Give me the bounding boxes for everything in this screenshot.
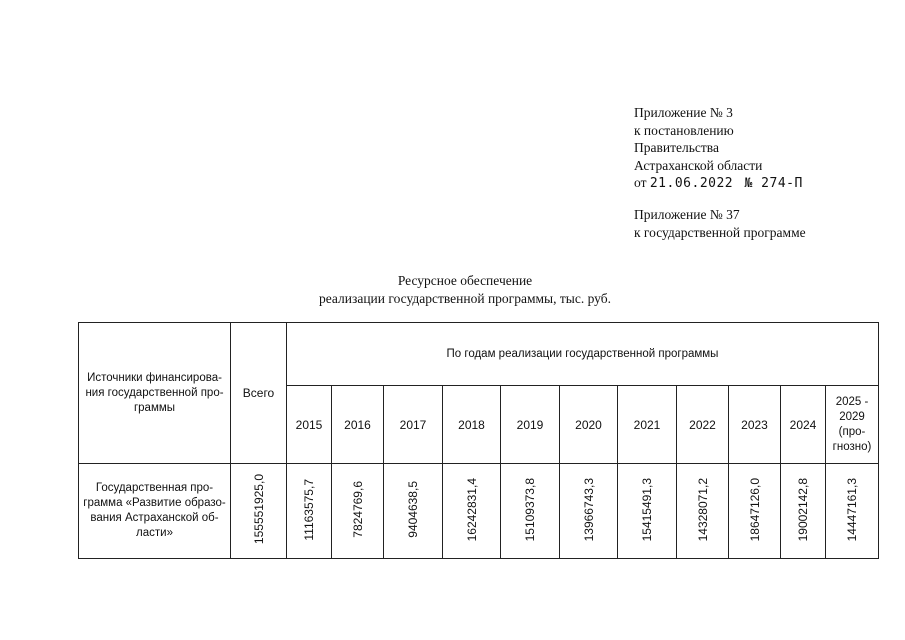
appendix-37-line-1: Приложение № 37: [634, 207, 740, 222]
year-2017: 2017: [384, 386, 443, 464]
year-2023: 2023: [729, 386, 781, 464]
value-2019-text: 15109373,8: [523, 477, 537, 542]
total-header: Всего: [231, 323, 287, 464]
value-2015-text: 11163575,7: [302, 478, 316, 541]
resource-table: [78, 322, 879, 559]
appendix-37-line-2: к государственной программе: [634, 224, 806, 240]
value-2022: [677, 464, 729, 559]
value-2017-text: 9404638,5: [406, 481, 420, 538]
value-2025-2029: [826, 464, 879, 559]
value-2017: [384, 464, 443, 559]
appendix-date-line: [634, 174, 803, 193]
row-source: Государственная про-грамма «Развитие образо-вания Астраханской об-ласти»: [79, 464, 231, 559]
value-2024: [781, 464, 826, 559]
value-2022-text: 14328071,2: [695, 477, 710, 542]
year-2019: 2019: [501, 386, 560, 464]
value-2018: [443, 464, 501, 559]
appendix-line-4: Астраханской области: [634, 157, 763, 173]
year-2016: 2016: [332, 386, 384, 464]
value-2018-text: 16242831,4: [464, 477, 479, 542]
table-header-row: [79, 323, 879, 386]
title-line-2: реализации государственной программы, тыс. руб.: [319, 290, 611, 306]
document-title: [300, 272, 630, 307]
year-2025-2029: 2025 - 2029 (про-гнозно): [826, 386, 879, 464]
value-2020-text: 13966743,3: [581, 477, 596, 542]
year-2024: 2024: [781, 386, 826, 464]
decree-number: № 274-П: [744, 176, 803, 191]
year-2020: 2020: [560, 386, 618, 464]
date-prefix: от: [634, 175, 647, 190]
value-2024-text: 19002142,8: [796, 477, 810, 542]
year-2015: 2015: [287, 386, 332, 464]
value-2025-2029-text: 14447161,3: [845, 477, 859, 542]
value-2021-text: 15415491,3: [640, 477, 654, 542]
decree-date: 21.06.2022: [649, 176, 734, 191]
appendix-line-2: к постановлению: [634, 122, 734, 138]
value-2023: [729, 464, 781, 559]
table-row: [79, 464, 879, 559]
appendix-37-block: [634, 206, 806, 241]
year-2022: 2022: [677, 386, 729, 464]
row-total-value: 155551925,0: [251, 474, 266, 545]
value-2020: [560, 464, 618, 559]
value-2016: [332, 464, 384, 559]
value-2023-text: 18647126,0: [747, 477, 762, 542]
appendix-line-1: Приложение № 3: [634, 105, 733, 120]
value-2021: [618, 464, 677, 559]
appendix-line-3: Правительства: [634, 140, 719, 155]
value-2016-text: 7824769,6: [350, 481, 365, 538]
title-line-1: Ресурсное обеспечение: [397, 273, 533, 288]
value-2015: [287, 464, 332, 559]
year-2021: 2021: [618, 386, 677, 464]
value-2019: [501, 464, 560, 559]
years-header: По годам реализации государственной программы: [287, 323, 879, 386]
sources-header: Источники финансирова-ния государственной про-граммы: [79, 323, 231, 464]
year-2018: 2018: [443, 386, 501, 464]
row-total: [231, 464, 287, 559]
appendix-block: [634, 104, 803, 193]
